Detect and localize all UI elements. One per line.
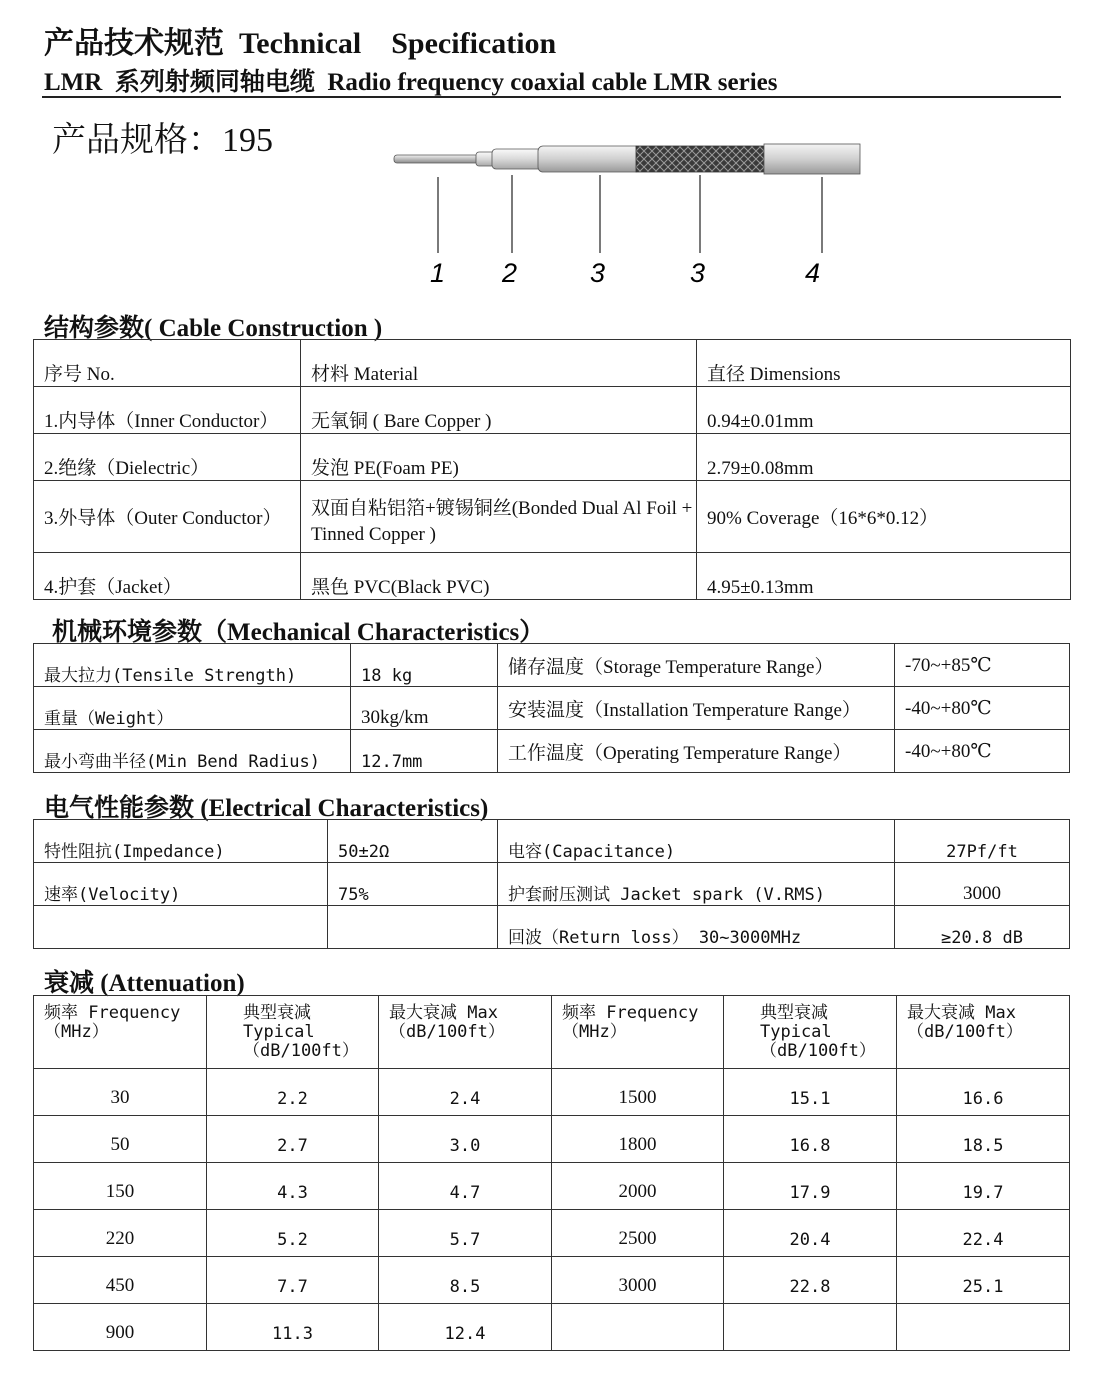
table-row xyxy=(34,1304,1070,1351)
product-spec-label: 产品规格：195 xyxy=(52,122,273,159)
table-cell: 回波（Return loss） 30~3000MHz xyxy=(498,906,895,949)
table-cell: 75% xyxy=(328,863,498,906)
table-cell: 重量（Weight） xyxy=(34,687,351,730)
table-cell: 22.4 xyxy=(897,1210,1070,1257)
table-cell: 3000 xyxy=(552,1257,724,1304)
table-cell: 18.5 xyxy=(897,1116,1070,1163)
table-cell: 16.6 xyxy=(897,1069,1070,1116)
table-cell: 30kg/km xyxy=(351,687,498,730)
table-cell: 2.79±0.08mm xyxy=(697,434,1071,481)
table-row xyxy=(34,1116,1070,1163)
att-col-typical: 典型衰减 Typical （dB/100ft） xyxy=(207,996,379,1069)
table-cell xyxy=(897,1304,1070,1351)
table-cell: 1500 xyxy=(552,1069,724,1116)
subtitle-en: Radio frequency coaxial cable LMR series xyxy=(327,69,778,96)
table-cell: ≥20.8 dB xyxy=(895,906,1070,949)
braid-shape xyxy=(636,146,766,172)
table-cell xyxy=(724,1304,897,1351)
table-row xyxy=(34,434,1071,481)
table-cell: 50 xyxy=(34,1116,207,1163)
table-cell: 5.7 xyxy=(379,1210,552,1257)
attenuation-table xyxy=(33,995,1070,1351)
table-cell: 450 xyxy=(34,1257,207,1304)
table-cell: 900 xyxy=(34,1304,207,1351)
construction-col-no: 序号 No. xyxy=(34,340,301,387)
table-cell: 2000 xyxy=(552,1163,724,1210)
table-cell: 12.7mm xyxy=(351,730,498,773)
table-row xyxy=(34,1210,1070,1257)
diagram-label-3a: 3 xyxy=(590,258,606,288)
table-cell: 220 xyxy=(34,1210,207,1257)
header-divider xyxy=(42,96,1061,98)
table-row xyxy=(34,863,1070,906)
foil-shield-shape xyxy=(538,146,640,172)
table-row xyxy=(34,553,1071,600)
table-cell: 速率(Velocity) xyxy=(34,863,328,906)
table-cell: 护套耐压测试 Jacket spark (V.RMS) xyxy=(498,863,895,906)
attenuation-heading: 衰减 (Attenuation) xyxy=(44,970,245,997)
table-cell: 12.4 xyxy=(379,1304,552,1351)
table-cell: 最大拉力(Tensile Strength) xyxy=(34,644,351,687)
table-cell xyxy=(552,1304,724,1351)
table-cell: 1.内导体（Inner Conductor） xyxy=(34,387,301,434)
table-cell: -70~+85℃ xyxy=(895,644,1070,687)
table-cell: 2.7 xyxy=(207,1116,379,1163)
title-cn: 产品技术规范 xyxy=(44,27,224,60)
att-col-max: 最大衰减 Max （dB/100ft） xyxy=(379,996,552,1069)
table-cell: 2.2 xyxy=(207,1069,379,1116)
dielectric-shape xyxy=(492,149,542,169)
table-cell: 50±2Ω xyxy=(328,820,498,863)
construction-table xyxy=(33,339,1071,600)
table-row xyxy=(34,996,1070,1069)
att-col-typical-2: 典型衰减 Typical （dB/100ft） xyxy=(724,996,897,1069)
table-cell: 25.1 xyxy=(897,1257,1070,1304)
table-cell: 27Pf/ft xyxy=(895,820,1070,863)
table-cell: 16.8 xyxy=(724,1116,897,1163)
table-cell: 3000 xyxy=(895,863,1070,906)
mechanical-table xyxy=(33,643,1070,773)
electrical-heading: 电气性能参数 (Electrical Characteristics) xyxy=(44,795,489,822)
table-cell: 30 xyxy=(34,1069,207,1116)
table-cell: 18 kg xyxy=(351,644,498,687)
table-row xyxy=(34,906,1070,949)
document-title xyxy=(44,18,556,62)
table-cell: 1800 xyxy=(552,1116,724,1163)
diagram-label-1: 1 xyxy=(430,258,446,288)
table-cell: 17.9 xyxy=(724,1163,897,1210)
inner-conductor-shape xyxy=(394,155,482,163)
table-cell: 90% Coverage（16*6*0.12） xyxy=(697,481,1071,553)
jacket-shape xyxy=(764,144,860,174)
table-cell: 2.4 xyxy=(379,1069,552,1116)
table-row xyxy=(34,644,1070,687)
table-cell xyxy=(328,906,498,949)
table-cell xyxy=(34,906,328,949)
table-cell: -40~+80℃ xyxy=(895,687,1070,730)
table-cell: 黑色 PVC(Black PVC) xyxy=(301,553,697,600)
table-cell: 无氧铜 ( Bare Copper ) xyxy=(301,387,697,434)
table-cell: 特性阻抗(Impedance) xyxy=(34,820,328,863)
construction-col-material: 材料 Material xyxy=(301,340,697,387)
table-cell: 最小弯曲半径(Min Bend Radius) xyxy=(34,730,351,773)
att-col-freq-2: 频率 Frequency （MHz） xyxy=(552,996,724,1069)
table-cell: 4.95±0.13mm xyxy=(697,553,1071,600)
document-subtitle xyxy=(44,62,778,98)
table-cell: 4.护套（Jacket） xyxy=(34,553,301,600)
table-cell: 15.1 xyxy=(724,1069,897,1116)
table-row xyxy=(34,387,1071,434)
electrical-table xyxy=(33,819,1070,949)
table-row xyxy=(34,340,1071,387)
table-row xyxy=(34,1069,1070,1116)
att-col-max-2: 最大衰减 Max （dB/100ft） xyxy=(897,996,1070,1069)
table-cell: 7.7 xyxy=(207,1257,379,1304)
diagram-label-3b: 3 xyxy=(690,258,706,288)
table-cell: 3.0 xyxy=(379,1116,552,1163)
table-cell: 150 xyxy=(34,1163,207,1210)
table-cell: 3.外导体（Outer Conductor） xyxy=(34,481,301,553)
table-row xyxy=(34,1163,1070,1210)
table-row xyxy=(34,687,1070,730)
construction-heading: 结构参数( Cable Construction ) xyxy=(44,315,383,342)
table-cell: 2.绝缘（Dielectric） xyxy=(34,434,301,481)
diagram-label-2: 2 xyxy=(502,258,518,288)
table-cell: 发泡 PE(Foam PE) xyxy=(301,434,697,481)
table-cell: 2500 xyxy=(552,1210,724,1257)
table-row xyxy=(34,1257,1070,1304)
table-cell: 电容(Capacitance) xyxy=(498,820,895,863)
subtitle-cn: LMR 系列射频同轴电缆 xyxy=(44,69,315,96)
table-cell: 储存温度（Storage Temperature Range） xyxy=(498,644,895,687)
diagram-label-4: 4 xyxy=(805,258,821,288)
table-row xyxy=(34,820,1070,863)
table-cell: 22.8 xyxy=(724,1257,897,1304)
att-col-freq: 频率 Frequency （MHz） xyxy=(34,996,207,1069)
table-cell: 双面自粘铝箔+镀锡铜丝(Bonded Dual Al Foil + Tinned Copper ) xyxy=(301,481,697,553)
table-cell: 20.4 xyxy=(724,1210,897,1257)
title-en: Technical Specification xyxy=(239,27,557,60)
table-cell: 工作温度（Operating Temperature Range） xyxy=(498,730,895,773)
table-cell: 安装温度（Installation Temperature Range） xyxy=(498,687,895,730)
table-row xyxy=(34,481,1071,553)
mechanical-heading: 机械环境参数（Mechanical Characteristics） xyxy=(52,619,545,646)
table-cell: 19.7 xyxy=(897,1163,1070,1210)
table-cell: 11.3 xyxy=(207,1304,379,1351)
table-cell: 8.5 xyxy=(379,1257,552,1304)
table-cell: -40~+80℃ xyxy=(895,730,1070,773)
cable-diagram xyxy=(380,135,880,295)
table-cell: 4.3 xyxy=(207,1163,379,1210)
table-cell: 0.94±0.01mm xyxy=(697,387,1071,434)
table-row xyxy=(34,730,1070,773)
table-cell: 5.2 xyxy=(207,1210,379,1257)
construction-col-dim: 直径 Dimensions xyxy=(697,340,1071,387)
table-cell: 4.7 xyxy=(379,1163,552,1210)
